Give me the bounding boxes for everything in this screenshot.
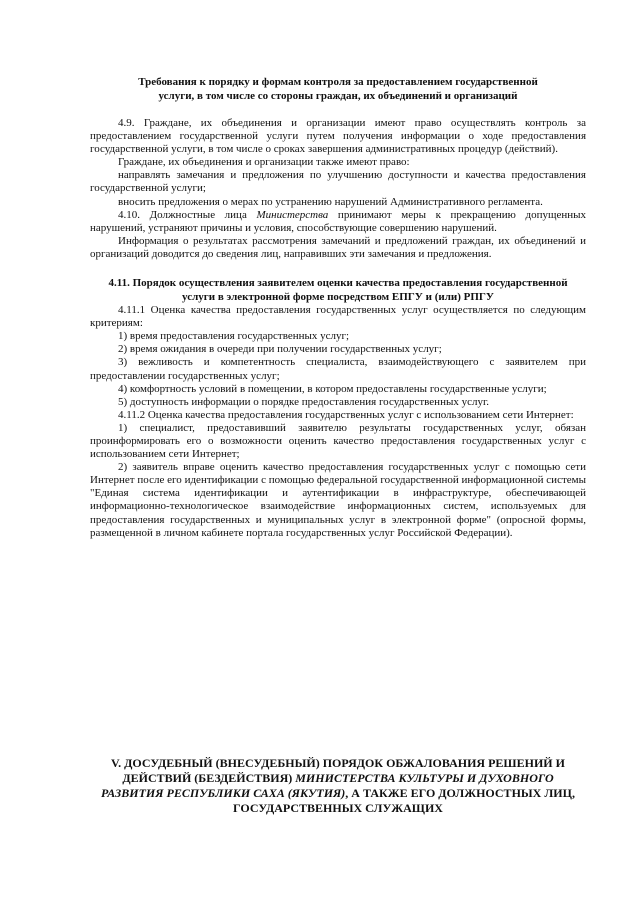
section5-heading (90, 756, 586, 816)
criteria-item: 3) вежливость и компетентность специалиста, взаимодействующего с заявителем при предоставлении государственных услуг; (90, 356, 586, 382)
criteria-item: 2) время ожидания в очереди при получении государственных услуг; (118, 343, 442, 356)
paragraph-results-info: Информация о результатах рассмотрения замечаний и предложений граждан, их объединений и организаций доводится до сведения лиц, направивших эти замечания и предложения. (90, 234, 586, 260)
paragraph-propose-measures: вносить предложения о мерах по устранению нарушений Административного регламента. (118, 195, 543, 208)
paragraph-4-10 (90, 209, 586, 235)
paragraph-send-remarks: направлять замечания и предложения по улучшению доступности и качества предоставления государственной услуги; (90, 169, 586, 195)
section4-heading: Требования к порядку и формам контроля за предоставлением государственной услуги, в том числе со стороны граждан, их объединений и организаций (138, 76, 538, 102)
paragraph-4-10-start: 4.10. Должностные лица (118, 208, 257, 221)
criteria-item: 4) комфортность условий в помещении, в котором предоставлены государственные услуги; (118, 382, 547, 395)
section5-heading-ministry: МИНИСТЕРСТВА КУЛЬТУРЫ И ДУХОВНОГО РАЗВИТИЯ РЕСПУБЛИКИ САХА (ЯКУТИЯ) (101, 771, 554, 800)
internet-item: 2) заявитель вправе оценить качество предоставления государственных услуг с помощью сети Интернет после его идентификации с помощью федеральной государственной информационной системы "Единая система идентификации и аутентификации в инфраструктуре, обеспечивающей информационно-технологическое взаимодействие информационных систем, используемых для предоставления государственных и муниципальных услуг в электронной форме" (опросной формы, размещенной в личном кабинете портала государственных услуг Российской Федерации). (90, 461, 586, 539)
paragraph-4-10-ministry: Министерства (256, 208, 329, 221)
section5-heading-part1: V. ДОСУДЕБНЫЙ (ВНЕСУДЕБНЫЙ) ПОРЯДОК ОБЖАЛОВАНИЯ РЕШЕНИЙ И ДЕЙСТВИЙ (БЕЗДЕЙСТВИЯ) (111, 756, 565, 785)
paragraph-4-9: 4.9. Граждане, их объединения и организации имеют право осуществлять контроль за предоставлением государственной услуги путем получения информации о ходе предоставления государственной услуги, в том числе о сроках завершения административных процедур (действий). (90, 117, 586, 156)
internet-item: 1) специалист, предоставивший заявителю результаты государственных услуг, обязан проинформировать его о возможности оценить качество предоставления государственных услуг с использованием сети Интернет; (90, 421, 586, 461)
paragraph-rights: Граждане, их объединения и организации также имеют право: (118, 156, 410, 169)
criteria-item: 1) время предоставления государственных услуг; (118, 330, 350, 343)
page-content (90, 76, 586, 540)
paragraph-4-11-1: 4.11.1 Оценка качества предоставления государственных услуг осуществляется по следующим критериям: (90, 304, 586, 330)
section5-heading-part3: , А ТАКЖЕ ЕГО ДОЛЖНОСТНЫХ ЛИЦ, ГОСУДАРСТВЕННЫХ СЛУЖАЩИХ (233, 786, 575, 815)
paragraph-4-10-end: принимают меры к прекращению допущенных нарушений, устраняют причины и условия, способствующие совершению нарушений. (90, 208, 586, 234)
section4-11-heading: 4.11. Порядок осуществления заявителем оценки качества предоставления государственной услуги в электронной форме посредством ЕПГУ и (или) РПГУ (108, 277, 568, 303)
paragraph-4-11-2: 4.11.2 Оценка качества предоставления государственных услуг с использованием сети Интернет: (118, 408, 574, 421)
criteria-item: 5) доступность информации о порядке предоставления государственных услуг. (118, 395, 489, 408)
